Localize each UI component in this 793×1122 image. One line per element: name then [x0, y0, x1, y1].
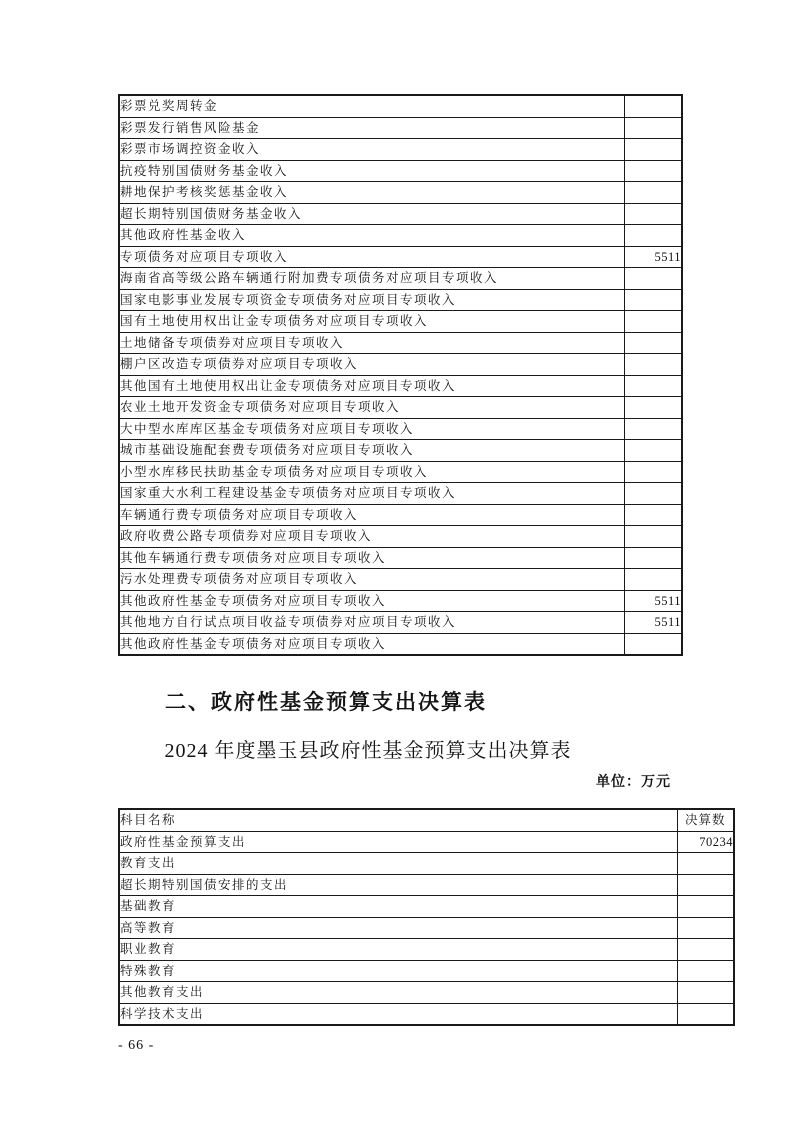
table-row — [119, 440, 682, 462]
table-row — [119, 831, 734, 853]
section-heading: 二、政府性基金预算支出决算表 — [165, 691, 487, 714]
subject-name-cell: 其他地方自行试点项目收益专项债券对应项目专项收入 — [119, 612, 624, 634]
amount-cell — [624, 440, 682, 462]
subject-name-cell: 其他车辆通行费专项债务对应项目专项收入 — [119, 547, 624, 569]
amount-cell — [624, 332, 682, 354]
table-row — [119, 461, 682, 483]
table-row — [119, 960, 734, 982]
amount-cell — [677, 896, 734, 918]
amount-cell: 5511 — [624, 246, 682, 268]
table-row — [119, 939, 734, 961]
amount-cell: 5511 — [624, 590, 682, 612]
amount-cell — [624, 569, 682, 591]
table-row — [119, 483, 682, 505]
subject-name-cell: 棚户区改造专项债券对应项目专项收入 — [119, 354, 624, 376]
table-row — [119, 874, 734, 896]
table-row — [119, 547, 682, 569]
subject-name-cell: 其他国有土地使用权出让金专项债务对应项目专项收入 — [119, 375, 624, 397]
table-row — [119, 160, 682, 182]
subject-name-cell: 基础教育 — [119, 896, 677, 918]
subject-name-header: 科目名称 — [119, 809, 677, 831]
table-header-row — [119, 809, 734, 831]
table-row — [119, 311, 682, 333]
amount-cell — [624, 289, 682, 311]
subject-name-cell: 超长期特别国债财务基金收入 — [119, 203, 624, 225]
table-row — [119, 896, 734, 918]
table-row — [119, 246, 682, 268]
subject-name-cell: 土地储备专项债券对应项目专项收入 — [119, 332, 624, 354]
amount-cell — [624, 225, 682, 247]
table-row — [119, 590, 682, 612]
table-row — [119, 375, 682, 397]
subject-name-cell: 其他政府性基金专项债务对应项目专项收入 — [119, 633, 624, 655]
amount-cell — [624, 526, 682, 548]
table-row — [119, 289, 682, 311]
subject-name-cell: 教育支出 — [119, 853, 677, 875]
fund-expenditure-table — [118, 808, 735, 1026]
amount-cell — [624, 461, 682, 483]
subject-name-cell: 国家电影事业发展专项资金专项债务对应项目专项收入 — [119, 289, 624, 311]
subject-name-cell: 小型水库移民扶助基金专项债务对应项目专项收入 — [119, 461, 624, 483]
table-row — [119, 203, 682, 225]
table-row — [119, 117, 682, 139]
table-title: 2024 年度墨玉县政府性基金预算支出决算表 — [164, 740, 572, 762]
table-row — [119, 182, 682, 204]
amount-cell — [624, 268, 682, 290]
amount-cell — [624, 95, 682, 117]
subject-name-cell: 国有土地使用权出让金专项债务对应项目专项收入 — [119, 311, 624, 333]
fund-income-detail-table — [118, 94, 683, 656]
subject-name-cell: 彩票发行销售风险基金 — [119, 117, 624, 139]
table-row — [119, 633, 682, 655]
subject-name-cell: 其他教育支出 — [119, 982, 677, 1004]
table-row — [119, 504, 682, 526]
table-row — [119, 569, 682, 591]
table-row — [119, 397, 682, 419]
amount-cell — [624, 418, 682, 440]
subject-name-cell: 彩票兑奖周转金 — [119, 95, 624, 117]
subject-name-cell: 污水处理费专项债务对应项目专项收入 — [119, 569, 624, 591]
subject-name-cell: 超长期特别国债安排的支出 — [119, 874, 677, 896]
amount-cell: 70234 — [677, 831, 734, 853]
table-row — [119, 332, 682, 354]
table-row — [119, 95, 682, 117]
subject-name-cell: 其他政府性基金专项债务对应项目专项收入 — [119, 590, 624, 612]
amount-cell — [677, 939, 734, 961]
amount-cell — [624, 139, 682, 161]
subject-name-cell: 抗疫特别国债财务基金收入 — [119, 160, 624, 182]
amount-cell — [624, 397, 682, 419]
amount-cell — [677, 982, 734, 1004]
amount-cell — [677, 874, 734, 896]
table-row — [119, 1003, 734, 1025]
amount-cell — [624, 160, 682, 182]
fund-expenditure-table-body — [119, 831, 734, 1025]
subject-name-cell: 国家重大水利工程建设基金专项债务对应项目专项收入 — [119, 483, 624, 505]
subject-name-cell: 特殊教育 — [119, 960, 677, 982]
table-row — [119, 139, 682, 161]
subject-name-cell: 政府性基金预算支出 — [119, 831, 677, 853]
amount-cell — [624, 203, 682, 225]
unit-label: 单位：万元 — [596, 773, 671, 789]
amount-cell: 5511 — [624, 612, 682, 634]
table-row — [119, 853, 734, 875]
table-row — [119, 418, 682, 440]
final-amount-header: 决算数 — [677, 809, 734, 831]
subject-name-cell: 高等教育 — [119, 917, 677, 939]
table-row — [119, 917, 734, 939]
amount-cell — [677, 853, 734, 875]
amount-cell — [624, 182, 682, 204]
subject-name-cell: 海南省高等级公路车辆通行附加费专项债务对应项目专项收入 — [119, 268, 624, 290]
amount-cell — [624, 633, 682, 655]
table-row — [119, 268, 682, 290]
amount-cell — [624, 375, 682, 397]
amount-cell — [677, 917, 734, 939]
subject-name-cell: 城市基础设施配套费专项债务对应项目专项收入 — [119, 440, 624, 462]
amount-cell — [624, 117, 682, 139]
amount-cell — [624, 483, 682, 505]
fund-income-table-body — [119, 95, 682, 655]
table-row — [119, 225, 682, 247]
amount-cell — [624, 354, 682, 376]
amount-cell — [624, 547, 682, 569]
subject-name-cell: 专项债务对应项目专项收入 — [119, 246, 624, 268]
subject-name-cell: 其他政府性基金收入 — [119, 225, 624, 247]
amount-cell — [677, 960, 734, 982]
amount-cell — [624, 311, 682, 333]
amount-cell — [624, 504, 682, 526]
subject-name-cell: 职业教育 — [119, 939, 677, 961]
table-row — [119, 526, 682, 548]
subject-name-cell: 大中型水库库区基金专项债务对应项目专项收入 — [119, 418, 624, 440]
table-row — [119, 354, 682, 376]
subject-name-cell: 彩票市场调控资金收入 — [119, 139, 624, 161]
subject-name-cell: 科学技术支出 — [119, 1003, 677, 1025]
amount-cell — [677, 1003, 734, 1025]
page-number: - 66 - — [118, 1038, 155, 1053]
table-row — [119, 982, 734, 1004]
table-row — [119, 612, 682, 634]
subject-name-cell: 政府收费公路专项债券对应项目专项收入 — [119, 526, 624, 548]
subject-name-cell: 农业土地开发资金专项债务对应项目专项收入 — [119, 397, 624, 419]
subject-name-cell: 耕地保护考核奖惩基金收入 — [119, 182, 624, 204]
subject-name-cell: 车辆通行费专项债务对应项目专项收入 — [119, 504, 624, 526]
